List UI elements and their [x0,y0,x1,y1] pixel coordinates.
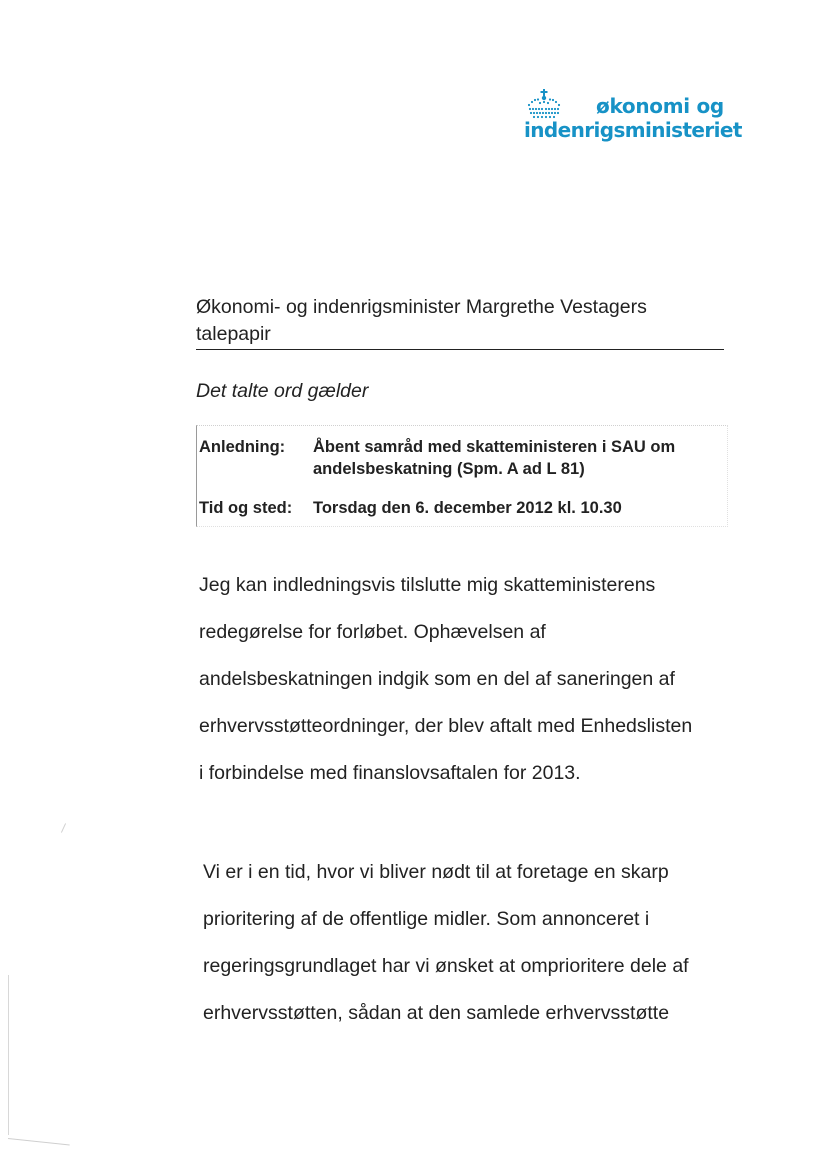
paragraph-line: regeringsgrundlaget har vi ønsket at omprioritere dele af [203,955,689,977]
paragraph-line: erhvervsstøtten, sådan at den samlede erhvervsstøtte [203,1002,670,1024]
paragraph-line: redegørelse for forløbet. Ophævelsen af [199,621,546,643]
scan-artifact-left-edge [8,975,9,1135]
paragraph-line: erhvervsstøtteordninger, der blev aftalt med Enhedslisten [199,715,693,737]
ministry-logo [520,88,742,150]
time-place-value: Torsdag den 6. december 2012 kl. 10.30 [313,499,622,517]
paragraph-line: Jeg kan indledningsvis tilslutte mig skatteministerens [199,574,656,596]
scan-artifact-bottom-corner [8,1138,70,1145]
crown-icon [524,88,564,122]
paragraph-line: i forbindelse med finanslovsaftalen for 2013. [199,762,581,784]
occasion-value: Åbent samråd med skatteministeren i SAU om andelsbeskatning (Spm. A ad L 81) [313,438,676,478]
paragraph-line: Vi er i en tid, hvor vi bliver nødt til at foretage en skarp [203,861,669,883]
meeting-info-box [196,425,728,527]
speech-paragraph-1 [199,562,759,797]
paragraph-line: prioritering af de offentlige midler. Som annonceret i [203,908,650,930]
speech-paragraph-2 [203,849,763,1037]
document-title: Økonomi- og indenrigsminister Margrethe Vestagers talepapir [196,294,724,350]
occasion-label: Anledning: [199,438,286,456]
paragraph-line: andelsbeskatningen indgik som en del af saneringen af [199,668,675,690]
logo-text-line2: indenrigsministeriet [524,118,742,142]
logo-text-line1: økonomi og [596,94,724,118]
time-place-label: Tid og sted: [199,499,293,517]
document-subtitle: Det talte ord gælder [196,380,369,402]
scan-artifact-tick [61,823,66,832]
